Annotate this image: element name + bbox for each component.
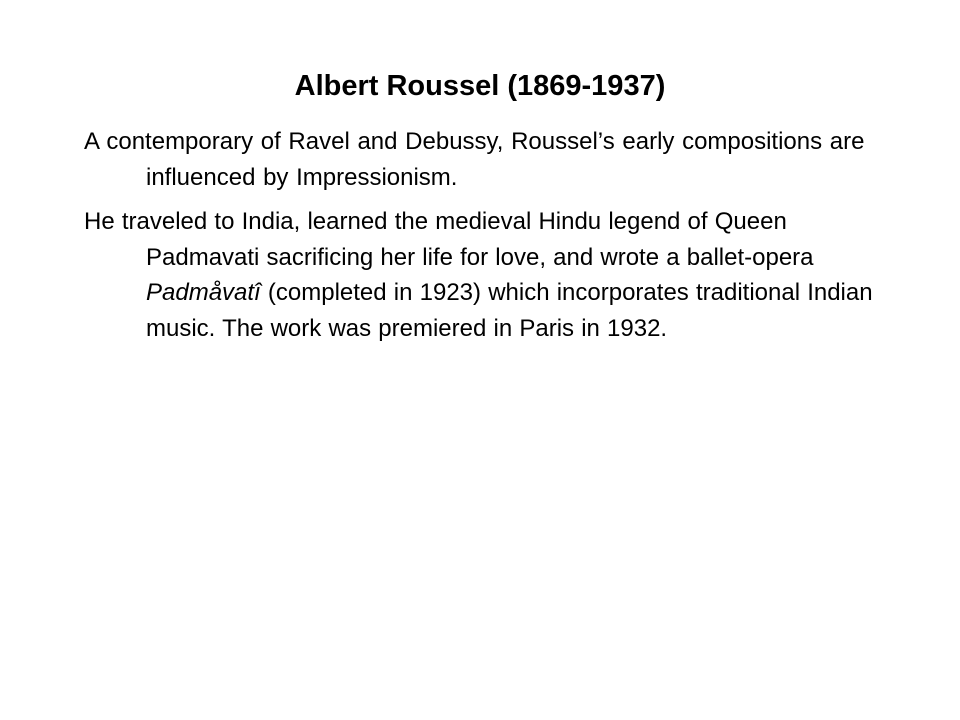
work-title: Padmåvatî <box>146 279 261 306</box>
slide-title: Albert Roussel (1869-1937) <box>294 70 666 102</box>
paragraph-india-travel <box>84 204 884 346</box>
slide-body <box>84 124 884 355</box>
paragraph-text-after-title: (completed in 1923) which incorporates traditional Indian music. The work was premiered in Paris in 1932. <box>146 279 873 342</box>
paragraph-text-before-title: He traveled to India, learned the medieval Hindu legend of Queen Padmavati sacrificing her life for love, and wrote a ballet-opera <box>84 208 814 271</box>
paragraph-contemporaries: A contemporary of Ravel and Debussy, Roussel’s early compositions are influenced by Impressionism. <box>84 128 865 191</box>
